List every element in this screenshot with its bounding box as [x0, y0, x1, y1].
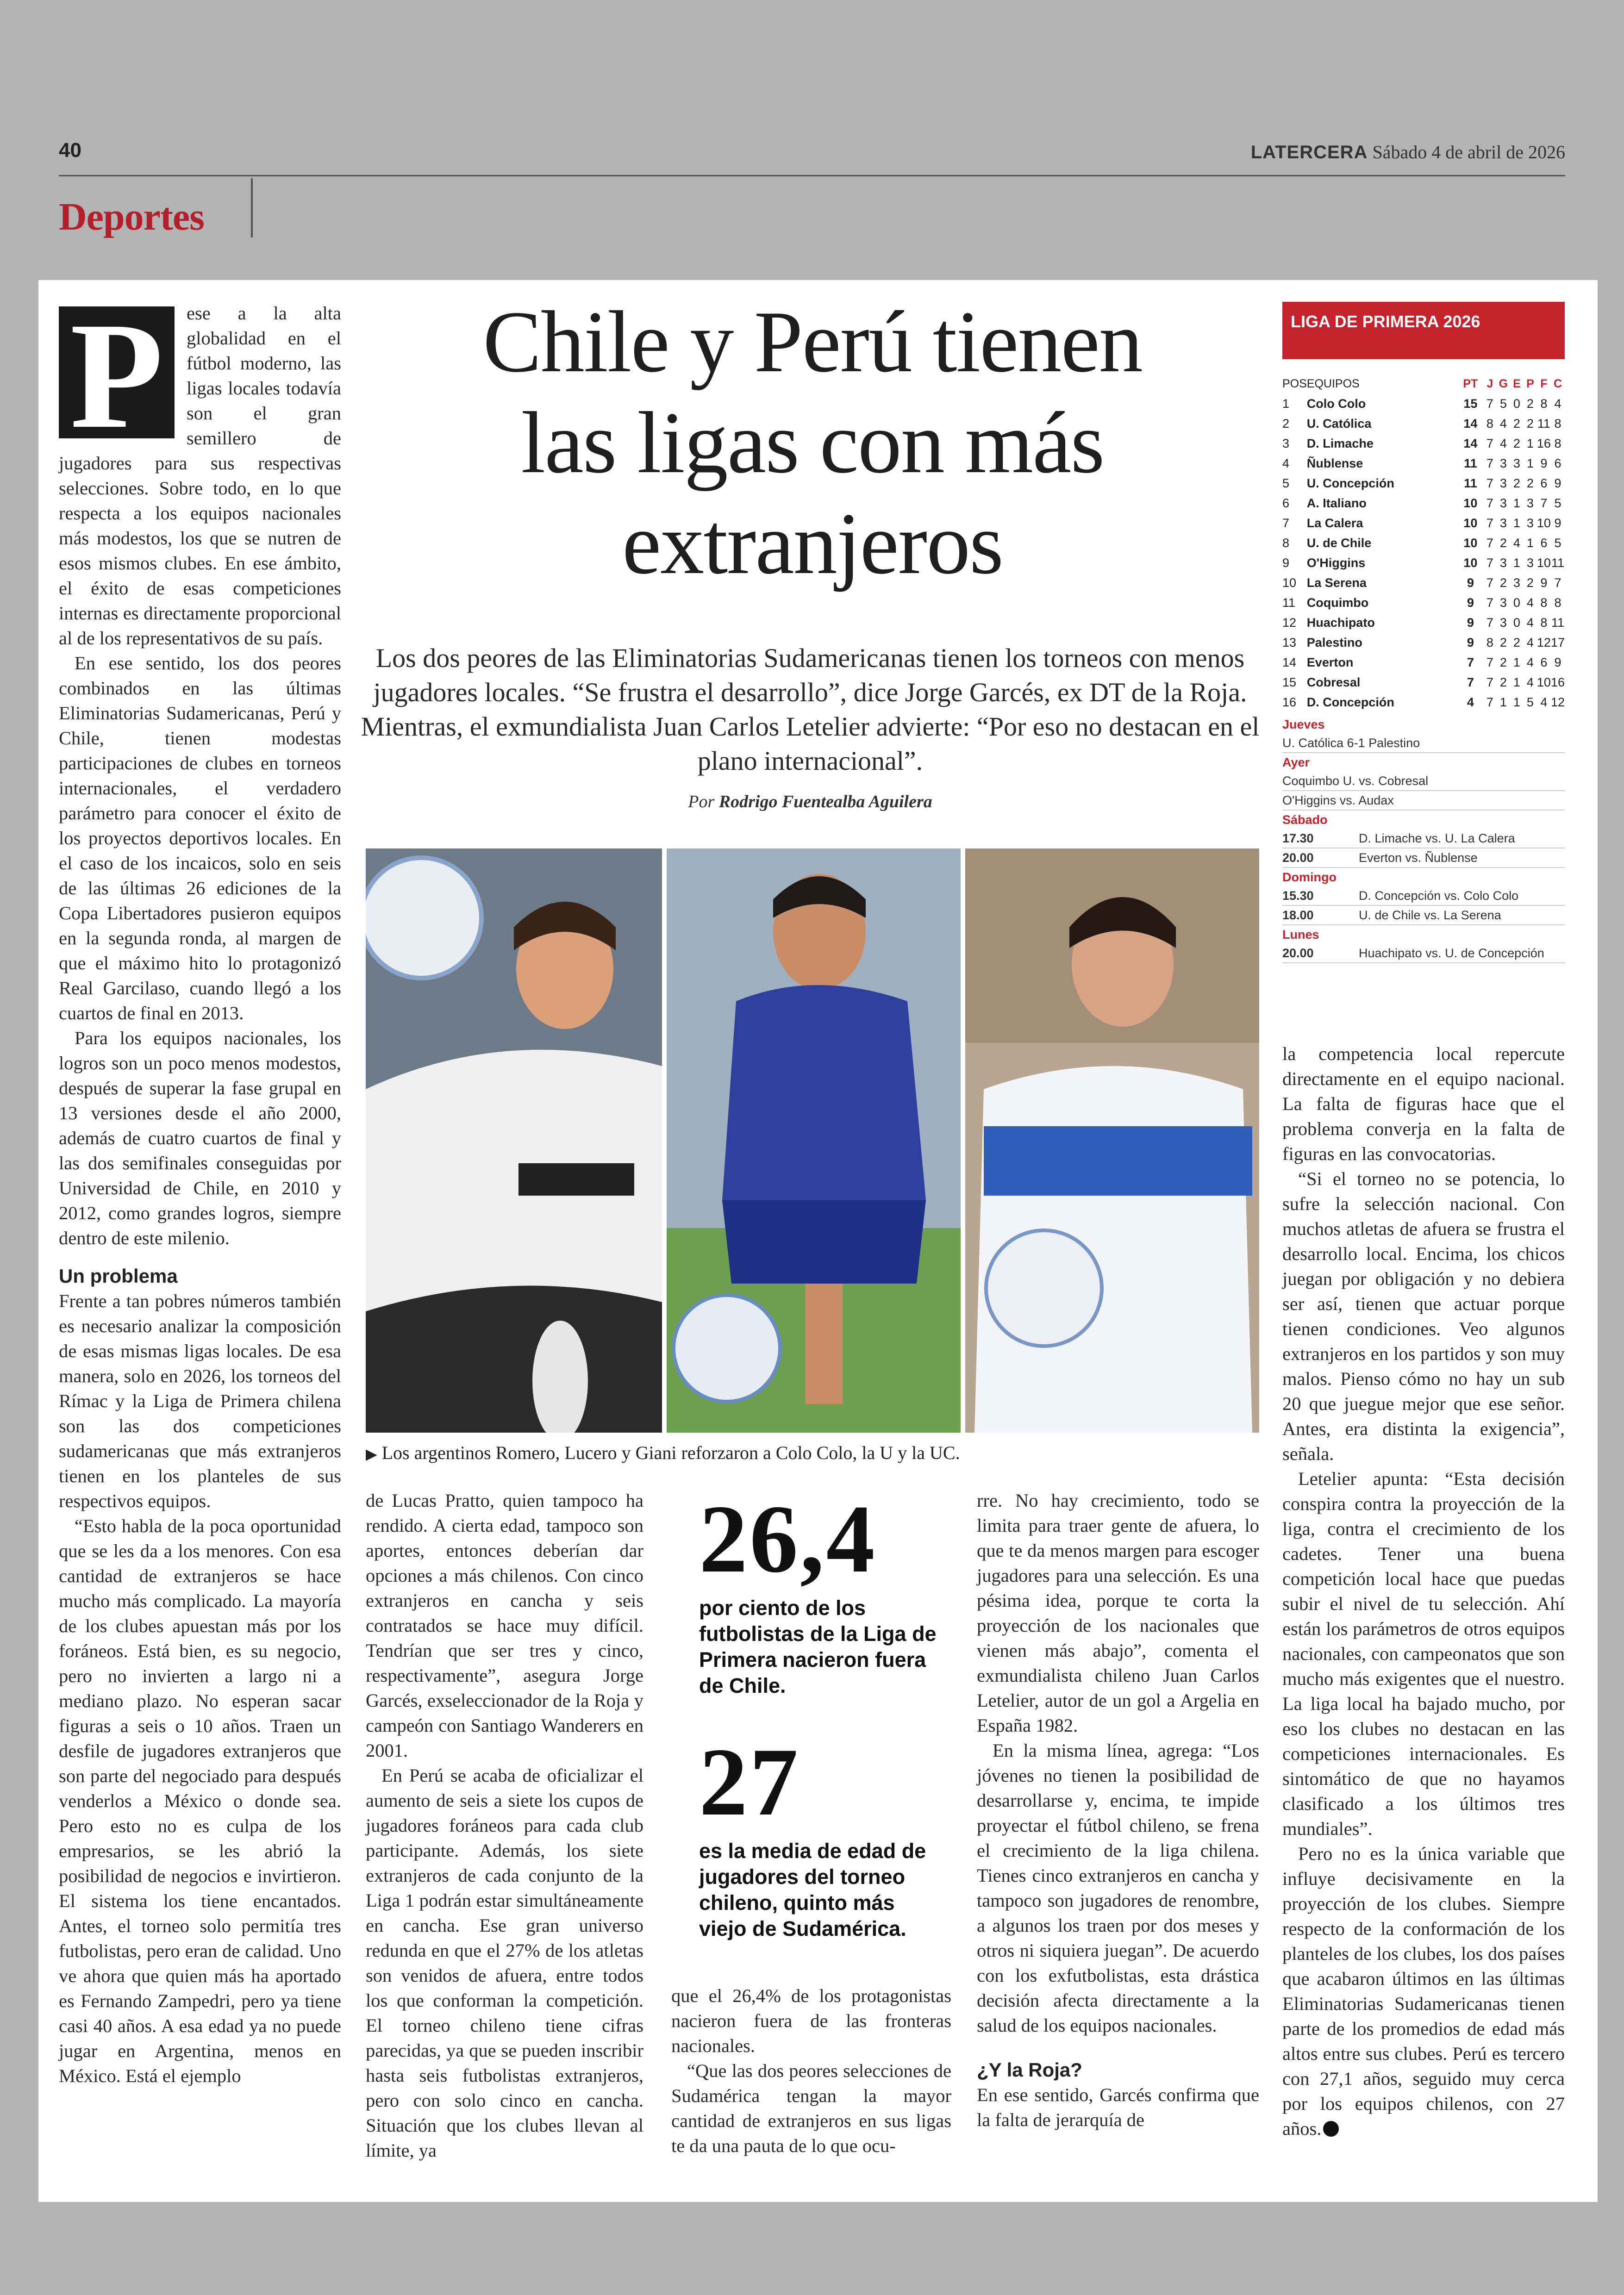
table-row: [1282, 553, 1565, 573]
table-cell: 9: [1467, 576, 1474, 590]
fixture-time: 18.00: [1282, 908, 1314, 922]
table-cell: 5: [1554, 536, 1562, 550]
team-name: Cobresal: [1306, 675, 1361, 689]
table-cell: 3: [1526, 516, 1534, 530]
photo-collage: [366, 848, 1259, 1433]
fixture-row: [1282, 772, 1565, 791]
table-cell: 3: [1499, 616, 1507, 630]
table-cell: 16: [1537, 437, 1551, 450]
table-row: [1282, 692, 1565, 712]
table-cell: 1: [1513, 556, 1520, 570]
paragraph: Para los equipos nacionales, los logros son un poco menos modestos, después de superar la fase grupal en 13 versiones desde el año 2000, además de cuatro cuartos de final y las dos semifinales conseguidas por Universidad de Chile, en 2010 y 2012, como grandes logros, siempre dentro de este milenio.: [59, 1028, 341, 1248]
table-cell: 2: [1513, 437, 1520, 450]
table-cell: 4: [1467, 695, 1474, 709]
table-cell: 6: [1540, 536, 1548, 550]
table-header-row: [1282, 374, 1565, 394]
table-cell: 4: [1526, 675, 1534, 689]
table-cell: 12: [1550, 695, 1565, 709]
col-header: C: [1553, 377, 1562, 390]
table-cell: 9: [1540, 456, 1548, 470]
table-cell: 12: [1537, 636, 1551, 649]
paragraph: Letelier apunta: “Esta decisión conspira contra la proyección de la liga, contra el crecimiento de los cadetes. Tener una buena competición local hace que puedas subir el nivel de tu selección. Ahí están los parámetros de otros equipos nacionales, con campeonatos que son mucho más exigentes que el nuestro. La liga local ha bajado mucho, por eso los clubes no destacan en las competiciones internacionales. Es sintomático de que no hayamos clasificado a los últimos tres mundiales”.: [1282, 1468, 1565, 1839]
col-header: E: [1513, 377, 1521, 390]
table-cell: 4: [1499, 417, 1507, 430]
stat-box-1: [699, 1484, 940, 1699]
table-cell: 7: [1486, 397, 1493, 411]
table-cell: 9: [1554, 476, 1562, 490]
table-cell: 7: [1486, 536, 1493, 550]
player-photo-u-de-chile: [667, 848, 961, 1433]
table-cell: 9: [1467, 596, 1474, 610]
paragraph: En ese sentido, Garcés confirma que la falta de jerarquía de: [977, 2084, 1259, 2130]
fixture-time: 20.00: [1282, 946, 1314, 960]
table-cell: 9: [1540, 576, 1548, 590]
table-row: [1282, 573, 1565, 593]
brand-name: LATERCERA: [1250, 142, 1368, 162]
fixture-day: Ayer: [1282, 755, 1310, 769]
headline-line: las ligas con más: [521, 394, 1104, 492]
paragraph-text: Pero no es la única variable que influye decisivamente en la proyección de los clubes. Siempre respecto de la conformación de los planteles de los clubes, los dos países que acabaron últimos en las últimas Eliminatorias Sudamericanas tienen parte de los promedios de edad más altos entre sus clubes. Perú es tercero con 27,1 años, seguido muy cerca por los equipos chilenos, con 27 años.: [1282, 1843, 1565, 2139]
table-cell: 6: [1282, 496, 1290, 510]
headline-line: Chile y Perú tienen: [483, 293, 1142, 391]
byline: [356, 792, 1264, 812]
table-row: [1282, 633, 1565, 653]
paragraph: [1282, 1841, 1565, 2141]
table-cell: 7: [1540, 496, 1548, 510]
table-cell: 2: [1499, 536, 1507, 550]
team-name: Palestino: [1306, 636, 1362, 649]
fixtures-list: [1282, 715, 1565, 963]
team-name: U. Católica: [1306, 417, 1372, 430]
headline: [366, 292, 1259, 594]
table-cell: 4: [1526, 655, 1534, 669]
fixture-time: 17.30: [1282, 831, 1314, 845]
table-cell: 0: [1513, 596, 1520, 610]
table-cell: 9: [1467, 636, 1474, 649]
col-header: F: [1540, 377, 1548, 390]
table-row: [1282, 533, 1565, 553]
table-cell: 3: [1282, 437, 1290, 450]
table-cell: 11: [1464, 456, 1477, 470]
paragraph: la competencia local repercute directamente en el equipo nacional. La falta de figuras hace que el problema converja en la falta de figuras en las convocatorias.: [1282, 1043, 1565, 1164]
table-cell: 10: [1537, 675, 1551, 689]
fixture-row: [1282, 944, 1565, 963]
fixture-match: D. Limache vs. U. La Calera: [1359, 831, 1515, 845]
table-cell: 7: [1486, 476, 1493, 490]
byline-author: Rodrigo Fuentealba Aguilera: [718, 792, 932, 811]
table-cell: 1: [1513, 655, 1520, 669]
drop-cap: P: [59, 306, 175, 438]
table-cell: 1: [1513, 496, 1520, 510]
table-cell: 5: [1499, 397, 1507, 411]
header-rule: [59, 175, 1565, 176]
table-cell: 16: [1282, 695, 1297, 709]
issue-date: Sábado 4 de abril de 2026: [1372, 142, 1565, 162]
photo-caption: [366, 1442, 1273, 1464]
table-cell: 1: [1499, 695, 1507, 709]
end-mark-icon: [1323, 2121, 1339, 2137]
team-name: Coquimbo: [1306, 596, 1369, 610]
fixture-match: O'Higgins vs. Audax: [1282, 793, 1394, 807]
table-cell: 8: [1554, 437, 1562, 450]
paragraph: “Que las dos peores selecciones de Sudamérica tengan la mayor cantidad de extranjeros en sus ligas te da una pauta de lo que ocu-: [671, 2060, 951, 2156]
table-row: [1282, 673, 1565, 692]
table-cell: 1: [1526, 456, 1534, 470]
table-cell: 5: [1282, 476, 1290, 490]
stat-number: 26,4: [699, 1485, 877, 1593]
table-row: [1282, 513, 1565, 533]
subheading: Un problema: [59, 1265, 178, 1287]
table-row: [1282, 653, 1565, 673]
table-cell: 5: [1526, 695, 1534, 709]
page-number: 40: [59, 139, 81, 162]
team-name: D. Limache: [1306, 437, 1374, 450]
table-cell: 12: [1282, 616, 1297, 630]
team-name: Ñublense: [1306, 456, 1363, 470]
fixture-match: Huachipato vs. U. de Concepción: [1359, 946, 1544, 960]
team-name: La Calera: [1306, 516, 1363, 530]
table-cell: 1: [1513, 516, 1520, 530]
table-cell: 7: [1486, 496, 1493, 510]
article-column-3: [671, 1983, 951, 2158]
table-row: [1282, 493, 1565, 513]
fixture-row: [1282, 848, 1565, 868]
table-cell: 2: [1499, 576, 1507, 590]
table-cell: 4: [1513, 536, 1520, 550]
table-cell: 7: [1467, 675, 1474, 689]
team-name: U. Concepción: [1306, 476, 1394, 490]
table-cell: 7: [1486, 695, 1493, 709]
paragraph: En ese sentido, los dos peores combinados en las últimas Eliminatorias Sudamericanas, Perú y Chile, tienen modestas participaciones de clubes en torneos internacionales, el verdadero parámetro para conocer el éxito de los proyectos deportivos locales. En el caso de los incaicos, solo en seis de las últimas 26 ediciones de la Copa Libertadores pusieron equipos en la segunda ronda, al margen de que el máximo hito lo protagonizó Real Garcilaso, cuando llegó a los cuartos de final en 2013.: [59, 653, 341, 1023]
standings-body: [1282, 394, 1565, 712]
table-cell: 3: [1499, 516, 1507, 530]
fixture-day: Lunes: [1282, 928, 1319, 942]
table-cell: 2: [1499, 675, 1507, 689]
table-cell: 7: [1554, 576, 1562, 590]
stat-description: es la media de edad de jugadores del torneo chileno, quinto más viejo de Sudamérica.: [699, 1839, 926, 1940]
table-cell: 9: [1467, 616, 1474, 630]
article-column-5: [1282, 1041, 1565, 2141]
table-cell: 7: [1486, 456, 1493, 470]
paragraph: Frente a tan pobres números también es necesario analizar la composición de esas mismas ligas locales. De esa manera, solo en 2026, los torneos del Rímac y la Liga de Primera chilena son las dos competiciones sudamericanas que más extranjeros tienen en los planteles de sus respectivos equipos.: [59, 1291, 341, 1511]
table-cell: 4: [1526, 616, 1534, 630]
fixture-match: Coquimbo U. vs. Cobresal: [1282, 774, 1429, 788]
table-cell: 14: [1463, 437, 1478, 450]
table-cell: 2: [1526, 576, 1534, 590]
fixture-time: 20.00: [1282, 851, 1314, 865]
fixture-match: Everton vs. Ñublense: [1359, 851, 1478, 865]
fixture-match: D. Concepción vs. Colo Colo: [1359, 889, 1519, 903]
table-cell: 1: [1526, 437, 1534, 450]
table-cell: 8: [1540, 397, 1548, 411]
table-cell: 10: [1463, 556, 1478, 570]
table-cell: 9: [1554, 516, 1562, 530]
table-cell: 3: [1526, 496, 1534, 510]
table-cell: 7: [1486, 675, 1493, 689]
player-photo-colo-colo: [366, 848, 662, 1433]
player-photo-u-catolica: [965, 848, 1259, 1433]
fixture-match: U. Católica 6-1 Palestino: [1282, 736, 1420, 750]
team-name: A. Italiano: [1306, 496, 1367, 510]
table-cell: 7: [1486, 655, 1493, 669]
fixture-time: 15.30: [1282, 889, 1314, 903]
table-cell: 3: [1499, 556, 1507, 570]
col-header: POS: [1282, 377, 1307, 390]
masthead: [1251, 141, 1565, 163]
col-header: PT: [1463, 377, 1478, 390]
paragraph: “Si el torneo no se potencia, lo sufre la selección nacional. Con muchos atletas de afuera se frustra el desarrollo local. Encima, los chicos juegan por obligación y no debiera ser así, tienen que actuar porque tienen condiciones. Veo algunos extranjeros en los partidos y son muy malos. Pienso cómo no hay un sub 20 que juegue mejor que ese señor. Antes, era distinta la exigencia”, señala.: [1282, 1168, 1565, 1464]
team-name: Everton: [1306, 655, 1354, 669]
table-cell: 8: [1540, 616, 1548, 630]
fixture-row: [1282, 829, 1565, 848]
team-name: Huachipato: [1306, 616, 1375, 630]
table-cell: 2: [1526, 397, 1534, 411]
table-cell: 7: [1282, 516, 1290, 530]
table-cell: 7: [1486, 616, 1493, 630]
table-cell: 4: [1526, 636, 1534, 649]
table-cell: 2: [1513, 417, 1520, 430]
table-cell: 8: [1554, 417, 1562, 430]
paragraph: de Lucas Pratto, quien tampoco ha rendido. A cierta edad, tampoco son aportes, entonces deberían dar opciones a más chilenos. Con cinco extranjeros en cancha y seis contratados se hace muy difícil. Tendrían que ser tres y cinco, respectivamente”, asegura Jorge Garcés, exseleccionador de la Roja y campeón con Santiago Wanderers en 2001.: [366, 1490, 643, 1761]
fixture-row: [1282, 791, 1565, 811]
fixture-day: Jueves: [1282, 717, 1325, 731]
table-cell: 2: [1282, 417, 1290, 430]
table-cell: 4: [1499, 437, 1507, 450]
table-cell: 3: [1499, 496, 1507, 510]
table-row: [1282, 434, 1565, 454]
team-name: D. Concepción: [1306, 695, 1394, 709]
table-cell: 10: [1463, 536, 1478, 550]
table-cell: 15: [1463, 397, 1478, 411]
caption-arrow-icon: ▶: [366, 1445, 377, 1463]
table-cell: 8: [1540, 596, 1548, 610]
table-cell: 0: [1513, 616, 1520, 630]
table-cell: 9: [1282, 556, 1290, 570]
table-cell: 4: [1540, 695, 1548, 709]
standings-box: [1282, 302, 1565, 963]
fixture-day: Domingo: [1282, 870, 1337, 884]
table-cell: 7: [1486, 437, 1493, 450]
table-cell: 11: [1464, 476, 1477, 490]
section-divider: [251, 178, 253, 237]
table-cell: 6: [1540, 655, 1548, 669]
table-cell: 8: [1282, 536, 1290, 550]
table-cell: 14: [1463, 417, 1478, 430]
table-cell: 4: [1554, 397, 1562, 411]
col-header: J: [1487, 377, 1493, 390]
table-cell: 2: [1513, 636, 1520, 649]
table-cell: 7: [1486, 556, 1493, 570]
col-header: G: [1499, 377, 1508, 390]
table-cell: 6: [1540, 476, 1548, 490]
standings-title: LIGA DE PRIMERA 2026: [1282, 302, 1565, 359]
table-cell: 6: [1554, 456, 1562, 470]
table-cell: 11: [1537, 417, 1550, 430]
table-cell: 15: [1282, 675, 1297, 689]
byline-prefix: Por: [688, 792, 715, 811]
paragraph: “Esto habla de la poca oportunidad que se les da a los menores. Con esa cantidad de extranjeros se hace mucho más complicado. La mayoría de los clubes apuestan más por los foráneos. Está bien, es su negocio, pero no invierten a largo ni a mediano plazo. No esperan sacar figuras a seis o 10 años. Traen un desfile de jugadores extranjeros que son parte del negociado para después venderlos a México o donde sea. Pero esto no es culpa de los empresarios, se les abrió la posibilidad de negocios e invirtieron. El sistema los tiene encantados. Antes, el torneo solo permitía tres futbolistas, pero eran de calidad. Uno ve ahora que quien más ha aportado es Fernando Zampedri, pero ya tiene casi 40 años. A esa edad ya no puede jugar en Argentina, menos en México. Está el ejemplo: [59, 1515, 341, 2086]
paragraph: rre. No hay crecimiento, todo se limita para traer gente de afuera, lo que te da menos margen para escoger jugadores para una selección. Es una pésima idea, porque te corta la proyección de los nacionales que vienen más abajo”, comenta el exmundialista chileno Juan Carlos Letelier, autor de un gol a Argelia en España 1982.: [977, 1490, 1259, 1736]
table-cell: 17: [1550, 636, 1565, 649]
team-name: O'Higgins: [1306, 556, 1366, 570]
col-header: EQUIPOS: [1306, 377, 1360, 390]
table-cell: 2: [1499, 655, 1507, 669]
table-cell: 7: [1486, 596, 1493, 610]
article-column-2: [366, 1488, 643, 2163]
table-cell: 1: [1282, 397, 1290, 411]
table-cell: 3: [1526, 556, 1534, 570]
stat-description: por ciento de los futbolistas de la Liga de Primera nacieron fuera de Chile.: [699, 1596, 937, 1697]
table-row: [1282, 394, 1565, 414]
table-cell: 5: [1554, 496, 1562, 510]
table-cell: 7: [1486, 576, 1493, 590]
headline-line: extranjeros: [622, 495, 1003, 592]
table-cell: 7: [1486, 516, 1493, 530]
table-cell: 8: [1486, 636, 1493, 649]
article-column-4: [977, 1488, 1259, 2133]
table-cell: 4: [1526, 596, 1534, 610]
table-row: [1282, 613, 1565, 633]
table-cell: 16: [1550, 675, 1565, 689]
table-cell: 3: [1513, 456, 1520, 470]
table-row: [1282, 474, 1565, 493]
table-cell: 2: [1526, 417, 1534, 430]
article-column-1: [59, 301, 341, 2089]
table-cell: 1: [1526, 536, 1534, 550]
paragraph: ese a la alta globalidad en el fútbol moderno, las ligas locales todavía son el gran semillero de jugadores para sus respectivas selecciones. Sobre todo, en lo que respecta a los equipos nacionales más modestos, los que se nutren de esos mismos clubes. En ese ámbito, el éxito de esas competiciones internas es directamente proporcional al de los representativos de su país.: [59, 303, 341, 649]
fixture-row: [1282, 886, 1565, 906]
stat-number: 27: [699, 1728, 800, 1836]
table-row: [1282, 414, 1565, 434]
fixture-row: [1282, 734, 1565, 753]
col-header: P: [1526, 377, 1534, 390]
paragraph: que el 26,4% de los protagonistas nacieron fuera de las fronteras nacionales.: [671, 1985, 951, 2056]
table-cell: 13: [1282, 636, 1297, 649]
subheading: ¿Y la Roja?: [977, 2059, 1082, 2081]
table-cell: 2: [1513, 476, 1520, 490]
fixture-match: U. de Chile vs. La Serena: [1359, 908, 1501, 922]
table-cell: 10: [1282, 576, 1297, 590]
table-cell: 10: [1537, 516, 1551, 530]
stat-box-2: [699, 1727, 940, 1942]
table-cell: 10: [1463, 496, 1478, 510]
standings-table: [1282, 374, 1565, 712]
table-cell: 11: [1551, 556, 1564, 570]
table-cell: 3: [1499, 596, 1507, 610]
table-cell: 10: [1537, 556, 1551, 570]
paragraph: En Perú se acaba de oficializar el aumento de seis a siete los cupos de jugadores foráneos para cada club participante. Además, los siete extranjeros de cada conjunto de la Liga 1 podrán estar simultáneamente en cancha. Ese gran universo redunda en que el 27% de los atletas son venidos de afuera, entre todos los que conforman la competición. El torneo chileno tiene cifras parecidas, ya que se pueden inscribir hasta seis futbolistas extranjeros, pero con solo cinco en cancha. Situación que los clubes llevan al límite, ya: [366, 1765, 643, 2161]
table-row: [1282, 454, 1565, 474]
table-cell: 14: [1282, 655, 1297, 669]
deck: Los dos peores de las Eliminatorias Sudamericanas tienen los torneos con menos jugadores locales. “Se frustra el desarrollo”, dice Jorge Garcés, ex DT de la Roja. Mientras, el exmundialista Juan Carlos Letelier advierte: “Por eso no destacan en el plano internacional”.: [361, 643, 1260, 776]
table-cell: 8: [1554, 596, 1562, 610]
table-cell: 0: [1513, 397, 1520, 411]
table-cell: 1: [1513, 675, 1520, 689]
table-cell: 2: [1526, 476, 1534, 490]
table-cell: 10: [1463, 516, 1478, 530]
section-title: Deportes: [59, 195, 204, 238]
paragraph: En la misma línea, agrega: “Los jóvenes no tienen la posibilidad de desarrollarse y, encima, te impide proyectar el fútbol chileno, se frena el crecimiento de la liga chilena. Tienes cinco extranjeros en cancha y tampoco son jugadores de renombre, a algunos los traen por dos meses y otros ni siquiera juegan”. De acuerdo con los exfutbolistas, esta drástica decisión afecta directamente a la salud de los equipos nacionales.: [977, 1740, 1259, 2036]
table-cell: 2: [1499, 636, 1507, 649]
table-cell: 11: [1282, 596, 1296, 610]
table-cell: 3: [1499, 456, 1507, 470]
table-cell: 3: [1513, 576, 1520, 590]
table-cell: 3: [1499, 476, 1507, 490]
team-name: Colo Colo: [1306, 397, 1366, 411]
table-cell: 8: [1486, 417, 1493, 430]
fixture-row: [1282, 906, 1565, 925]
team-name: U. de Chile: [1306, 536, 1372, 550]
table-cell: 11: [1551, 616, 1564, 630]
fixture-day: Sábado: [1282, 813, 1328, 827]
caption-text: Los argentinos Romero, Lucero y Giani reforzaron a Colo Colo, la U y la UC.: [381, 1442, 960, 1463]
table-cell: 9: [1554, 655, 1562, 669]
table-row: [1282, 593, 1565, 613]
table-cell: 4: [1282, 456, 1290, 470]
team-name: La Serena: [1306, 576, 1367, 590]
table-cell: 7: [1467, 655, 1474, 669]
table-cell: 1: [1513, 695, 1520, 709]
